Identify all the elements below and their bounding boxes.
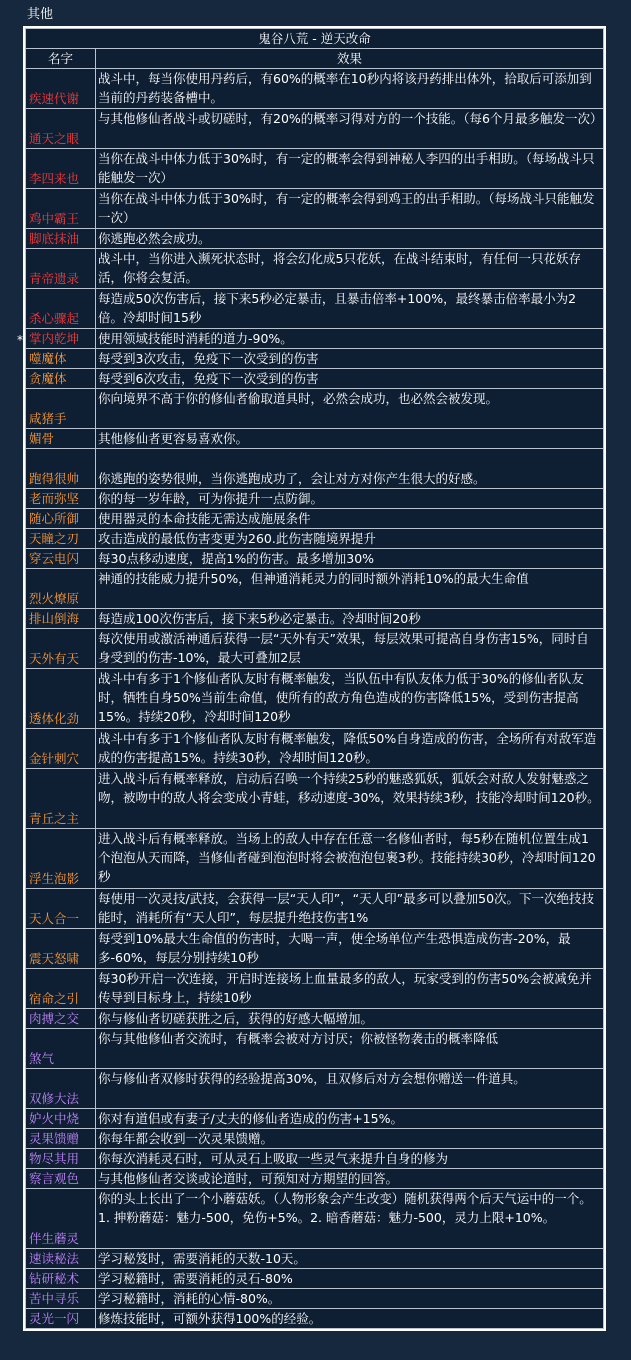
talent-effect: 学习秘籍时，需要消耗的灵石-80% [96,1269,604,1289]
table-row [26,1009,604,1029]
talent-effect: 战斗中有多于1个修仙者队友时有概率触发，当队伍中有队友体力低于30%的修仙者队友时，牺牲自身50%当前生命值，使所有的敌方角色造成的伤害降低15%，受到伤害提高15%。持续20秒，冷却时间120秒 [96,669,604,729]
table-row [26,329,604,349]
table-row [26,249,604,289]
talent-effect: 你每年都会收到一次灵果馈赠。 [96,1129,604,1149]
column-header-name: 名字 [26,49,96,69]
talent-name: 妒火中烧 [26,1109,96,1129]
talent-name: 天瞳之刃 [26,529,96,549]
talent-name: 穿云电闪 [26,549,96,569]
table-row [26,1309,604,1329]
row-marker: * [17,332,23,347]
talent-effect: 学习秘籍时，消耗的心情-80%。 [96,1289,604,1309]
talent-name: 青丘之主 [26,769,96,829]
talent-name: 烈火燎原 [26,569,96,609]
talent-effect: 当你在战斗中体力低于30%时，有一定的概率会得到神秘人李四的出手相助。（每场战斗只能触发一次） [96,149,604,189]
talent-name: 脚底抹油 [26,229,96,249]
table-row [26,629,604,669]
talent-effect: 当你在战斗中体力低于30%时，有一定的概率会得到鸡王的出手相助。（每场战斗只能触发一次） [96,189,604,229]
talent-effect: 每30点移动速度，提高1%的伤害。最多增加30% [96,549,604,569]
section-title: 其他 [27,7,54,22]
talent-effect: 你逃跑的姿势很帅，当你逃跑成功了，会让对方对你产生很大的好感。 [96,449,604,489]
talent-effect: 每受到6次攻击，免疫下一次受到的伤害 [96,369,604,389]
talent-effect: 你的每一岁年龄，可为你提升一点防御。 [96,489,604,509]
table-row [26,929,604,969]
talent-effect: 你与其他修仙者交流时，有概率会被对方讨厌；你被怪物袭击的概率降低 [96,1029,604,1069]
talent-name: 鸡中霸王 [26,189,96,229]
table-row [26,729,604,769]
talent-name: 李四来也 [26,149,96,189]
table-row [26,969,604,1009]
talent-name: 苦中寻乐 [26,1289,96,1309]
table-row [26,389,604,429]
talent-name: 灵光一闪 [26,1309,96,1329]
talent-effect: 每造成100次伤害后，接下来5秒必定暴击。冷却时间20秒 [96,609,604,629]
table-row [26,1129,604,1149]
talent-name: 天人合一 [26,889,96,929]
talent-effect: 你对有道侣或有妻子/丈夫的修仙者造成的伤害+15%。 [96,1109,604,1129]
talent-effect: 进入战斗后有概率释放。当场上的敌人中存在任意一名修仙者时，每5秒在随机位置生成1个泡泡从天而降，当修仙者碰到泡泡时将会被泡泡包裹3秒。技能持续30秒，冷却时间120秒 [96,829,604,889]
table-row [26,509,604,529]
table-row [26,489,604,509]
talent-name: 通天之眼 [26,109,96,149]
talent-name: 排山倒海 [26,609,96,629]
table-row [26,889,604,929]
talent-effect: 你与修仙者切磋获胜之后，获得的好感大幅增加。 [96,1009,604,1029]
table-row [26,69,604,109]
talent-effect: 你每次消耗灵石时，可从灵石上吸取一些灵气来提升自身的修为 [96,1149,604,1169]
table-row [26,1149,604,1169]
talent-effect: 其他修仙者更容易喜欢你。 [96,429,604,449]
talent-name: 疾速代谢 [26,69,96,109]
table-row [26,1269,604,1289]
talent-effect: 每30秒开启一次连接，开启时连接场上血量最多的敌人，玩家受到的伤害50%会被减免并传导到目标身上，持续10秒 [96,969,604,1009]
talent-effect: 你向境界不高于你的修仙者偷取道具时，必然会成功，也必然会被发现。 [96,389,604,429]
talent-name: 跑得很帅 [26,449,96,489]
talent-name: 灵果馈赠 [26,1129,96,1149]
talent-effect: 战斗中，每当你使用丹药后，有60%的概率在10秒内将该丹药排出体外，拾取后可添加到当前的丹药装备槽中。 [96,69,604,109]
table-row [26,1069,604,1109]
table-row [26,369,604,389]
table-row [26,149,604,189]
talent-name: 贪魔体 [26,369,96,389]
table-row [26,1249,604,1269]
talent-name: 咸猪手 [26,389,96,429]
talent-name: 掌内乾坤 [26,329,96,349]
table-row [26,829,604,889]
talent-effect: 你逃跑必然会成功。 [96,229,604,249]
talent-effect: 每使用一次灵技/武技，会获得一层“天人印”，“天人印”最多可以叠加50次。下一次绝技技能时，消耗所有“天人印”，每层提升绝技伤害1% [96,889,604,929]
table-row [26,1109,604,1129]
table-caption: 鬼谷八荒 - 逆天改命 [26,29,604,49]
talent-effect: 修炼技能时，可额外获得100%的经验。 [96,1309,604,1329]
talent-name: 物尽其用 [26,1149,96,1169]
table-row [26,1029,604,1069]
table-row [26,549,604,569]
talent-effect: 使用器灵的本命技能无需达成施展条件 [96,509,604,529]
talent-name: 老而弥坚 [26,489,96,509]
table-row [26,1169,604,1189]
talent-effect: 与其他修仙者交谈或论道时，可预知对方期望的回答。 [96,1169,604,1189]
talent-effect: 进入战斗后有概率释放，启动后召唤一个持续25秒的魅惑狐妖，狐妖会对敌人发射魅惑之吻，被吻中的敌人将会变成小青蛙，移动速度-30%，效果持续3秒，技能冷却时间120秒。 [96,769,604,829]
talent-effect: 你的头上长出了一个小蘑菇妖。（人物形象会产生改变）随机获得两个后天气运中的一个。1. 抻粉蘑菇：魅力-500，免伤+5%。2. 暗香蘑菇：魅力-500，灵力上限+10%。 [96,1189,604,1249]
talent-effect: 每受到3次攻击，免疫下一次受到的伤害 [96,349,604,369]
table-row [26,529,604,549]
talent-name: 肉搏之交 [26,1009,96,1029]
talent-name: 宿命之引 [26,969,96,1009]
talent-name: 噬魔体 [26,349,96,369]
talent-effect: 使用领域技能时消耗的道力-90%。 [96,329,604,349]
table-row [26,429,604,449]
table-row [26,769,604,829]
table-row [26,449,604,489]
talent-effect: 学习秘笈时，需要消耗的天数-10天。 [96,1249,604,1269]
table-row [26,189,604,229]
talent-name: 浮生泡影 [26,829,96,889]
talent-effect: 攻击造成的最低伤害变更为260.此伤害随境界提升 [96,529,604,549]
talent-name: 金针刺穴 [26,729,96,769]
talent-name: 透体化劲 [26,669,96,729]
talent-name: 伴生蘑灵 [26,1189,96,1249]
column-header-effect: 效果 [96,49,604,69]
table-row [26,109,604,149]
talent-effect: 战斗中有多于1个修仙者队友时有概率触发，降低50%自身造成的伤害，全场所有对敌军造成的伤害提高15%。持续30秒，冷却时间120秒。 [96,729,604,769]
table-body [26,69,604,1329]
table-row [26,349,604,369]
table-row [26,289,604,329]
talent-name: 天外有天 [26,629,96,669]
talent-effect: 你与修仙者双修时获得的经验提高30%，且双修后对方会想你赠送一件道具。 [96,1069,604,1109]
talent-name: 速读秘法 [26,1249,96,1269]
talent-effect: 战斗中，当你进入濒死状态时，将会幻化成5只花妖，在战斗结束时，有任何一只花妖存活，你将会复活。 [96,249,604,289]
talent-table [23,26,606,1331]
talent-name: 察言观色 [26,1169,96,1189]
talent-name: 煞气 [26,1029,96,1069]
talent-effect: 与其他修仙者战斗或切磋时，有20%的概率习得对方的一个技能。（每6个月最多触发一次） [96,109,604,149]
table-row [26,229,604,249]
talent-effect: 每次使用或激活神通后获得一层“天外有天”效果，每层效果可提高自身伤害15%，同时自身受到的伤害-10%，最大可叠加2层 [96,629,604,669]
talent-effect: 每造成50次伤害后，接下来5秒必定暴击，且暴击倍率+100%，最终暴击倍率最小为2倍。冷却时间15秒 [96,289,604,329]
talent-effect: 神通的技能威力提升50%，但神通消耗灵力的同时额外消耗10%的最大生命值 [96,569,604,609]
talent-name: 随心所御 [26,509,96,529]
talent-name: 双修大法 [26,1069,96,1109]
talent-effect: 每受到10%最大生命值的伤害时，大喝一声，使全场单位产生恐惧造成伤害-20%，最多-60%，每层分别持续10秒 [96,929,604,969]
talent-name: 钻研秘术 [26,1269,96,1289]
table-row [26,569,604,609]
talent-name: 媚骨 [26,429,96,449]
talent-name: 青帝遗录 [26,249,96,289]
table-row [26,1189,604,1249]
table-row [26,1289,604,1309]
table-row [26,669,604,729]
talent-name: 杀心骤起 [26,289,96,329]
table-row [26,609,604,629]
talent-name: 震天怒啸 [26,929,96,969]
